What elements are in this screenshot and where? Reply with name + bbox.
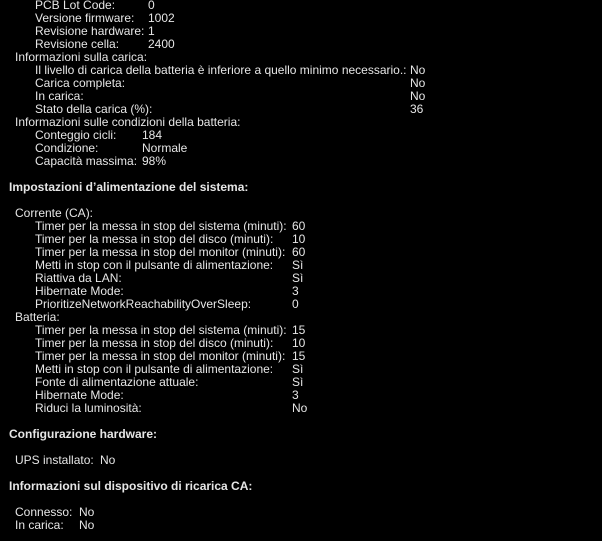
below-minimum-value: No	[410, 63, 426, 77]
condition-value: Normale	[142, 141, 188, 155]
ac-item-label: Timer per la messa in stop del monitor (minuti):	[35, 245, 286, 259]
row-charger-charging	[0, 519, 602, 532]
condition-label: Condizione:	[35, 141, 99, 155]
ups-installed-value: No	[100, 453, 116, 467]
pcb-lot-code-value: 0	[148, 0, 155, 12]
charging-label: In carica:	[35, 89, 84, 103]
firmware-version-value: 1002	[148, 11, 175, 25]
fully-charged-label: Carica completa:	[35, 76, 126, 90]
ac-item-value: Sì	[292, 258, 304, 272]
ac-item-value: 60	[292, 245, 306, 259]
battery-item-label: Timer per la messa in stop del monitor (minuti):	[35, 349, 286, 363]
charger-charging-value: No	[79, 518, 95, 532]
ac-item-value: 10	[292, 232, 306, 246]
state-of-charge-value: 36	[410, 102, 424, 116]
ac-item-value: 60	[292, 219, 306, 233]
cycle-count-label: Conteggio cicli:	[35, 128, 117, 142]
ac-item-label: Riattiva da LAN:	[35, 271, 122, 285]
health-info-header: Informazioni sulle condizioni della batteria:	[15, 115, 241, 129]
firmware-version-label: Versione firmware:	[35, 11, 135, 25]
ac-charger-title: Informazioni sul dispositivo di ricarica CA:	[9, 479, 253, 493]
row-max-capacity	[0, 155, 602, 168]
ac-row	[0, 298, 602, 311]
charger-connected-value: No	[79, 505, 95, 519]
battery-item-value: No	[292, 401, 308, 415]
cycle-count-value: 184	[142, 128, 163, 142]
cell-revision-value: 2400	[148, 37, 175, 51]
battery-item-value: 3	[292, 388, 299, 402]
charge-info-header: Informazioni sulla carica:	[15, 50, 148, 64]
power-settings-title: Impostazioni d’alimentazione del sistema:	[9, 180, 249, 194]
ac-item-value: Sì	[292, 271, 304, 285]
battery-item-label: Metti in stop con il pulsante di alimentazione:	[35, 362, 274, 376]
battery-header: Batteria:	[15, 310, 60, 324]
pcb-lot-code-label: PCB Lot Code:	[35, 0, 116, 12]
max-capacity-value: 98%	[142, 154, 167, 168]
ups-installed-label: UPS installato:	[15, 453, 94, 467]
row-fully-charged	[0, 77, 602, 90]
ac-item-label: Hibernate Mode:	[35, 284, 124, 298]
charger-connected-label: Connesso:	[15, 505, 73, 519]
ac-header: Corrente (CA):	[15, 206, 94, 220]
ac-item-label: PrioritizeNetworkReachabilityOverSleep:	[35, 297, 252, 311]
battery-item-label: Timer per la messa in stop del sistema (minuti):	[35, 323, 287, 337]
ac-item-label: Metti in stop con il pulsante di alimentazione:	[35, 258, 274, 272]
battery-item-label: Fonte di alimentazione attuale:	[35, 375, 199, 389]
charging-value: No	[410, 89, 426, 103]
battery-item-label: Timer per la messa in stop del disco (minuti):	[35, 336, 274, 350]
ac-item-label: Timer per la messa in stop del sistema (minuti):	[35, 219, 287, 233]
below-minimum-label: Il livello di carica della batteria è inferiore a quello minimo necessario.:	[35, 63, 407, 77]
charger-charging-label: In carica:	[15, 518, 64, 532]
battery-item-label: Riduci la luminosità:	[35, 401, 142, 415]
fully-charged-value: No	[410, 76, 426, 90]
max-capacity-label: Capacità massima:	[35, 154, 138, 168]
battery-item-value: 15	[292, 323, 306, 337]
state-of-charge-label: Stato della carica (%):	[35, 102, 153, 116]
battery-item-value: Sì	[292, 362, 304, 376]
battery-item-value: 15	[292, 349, 306, 363]
hardware-revision-label: Revisione hardware:	[35, 24, 145, 38]
ac-item-label: Timer per la messa in stop del disco (minuti):	[35, 232, 274, 246]
battery-item-label: Hibernate Mode:	[35, 388, 124, 402]
hardware-revision-value: 1	[148, 24, 155, 38]
battery-item-value: 10	[292, 336, 306, 350]
ac-item-value: 3	[292, 284, 299, 298]
hardware-config-title: Configurazione hardware:	[9, 427, 158, 441]
row-ups-installed	[0, 454, 602, 467]
battery-item-value: Sì	[292, 375, 304, 389]
ac-item-value: 0	[292, 297, 299, 311]
battery-row	[0, 402, 602, 415]
cell-revision-label: Revisione cella:	[35, 37, 120, 51]
